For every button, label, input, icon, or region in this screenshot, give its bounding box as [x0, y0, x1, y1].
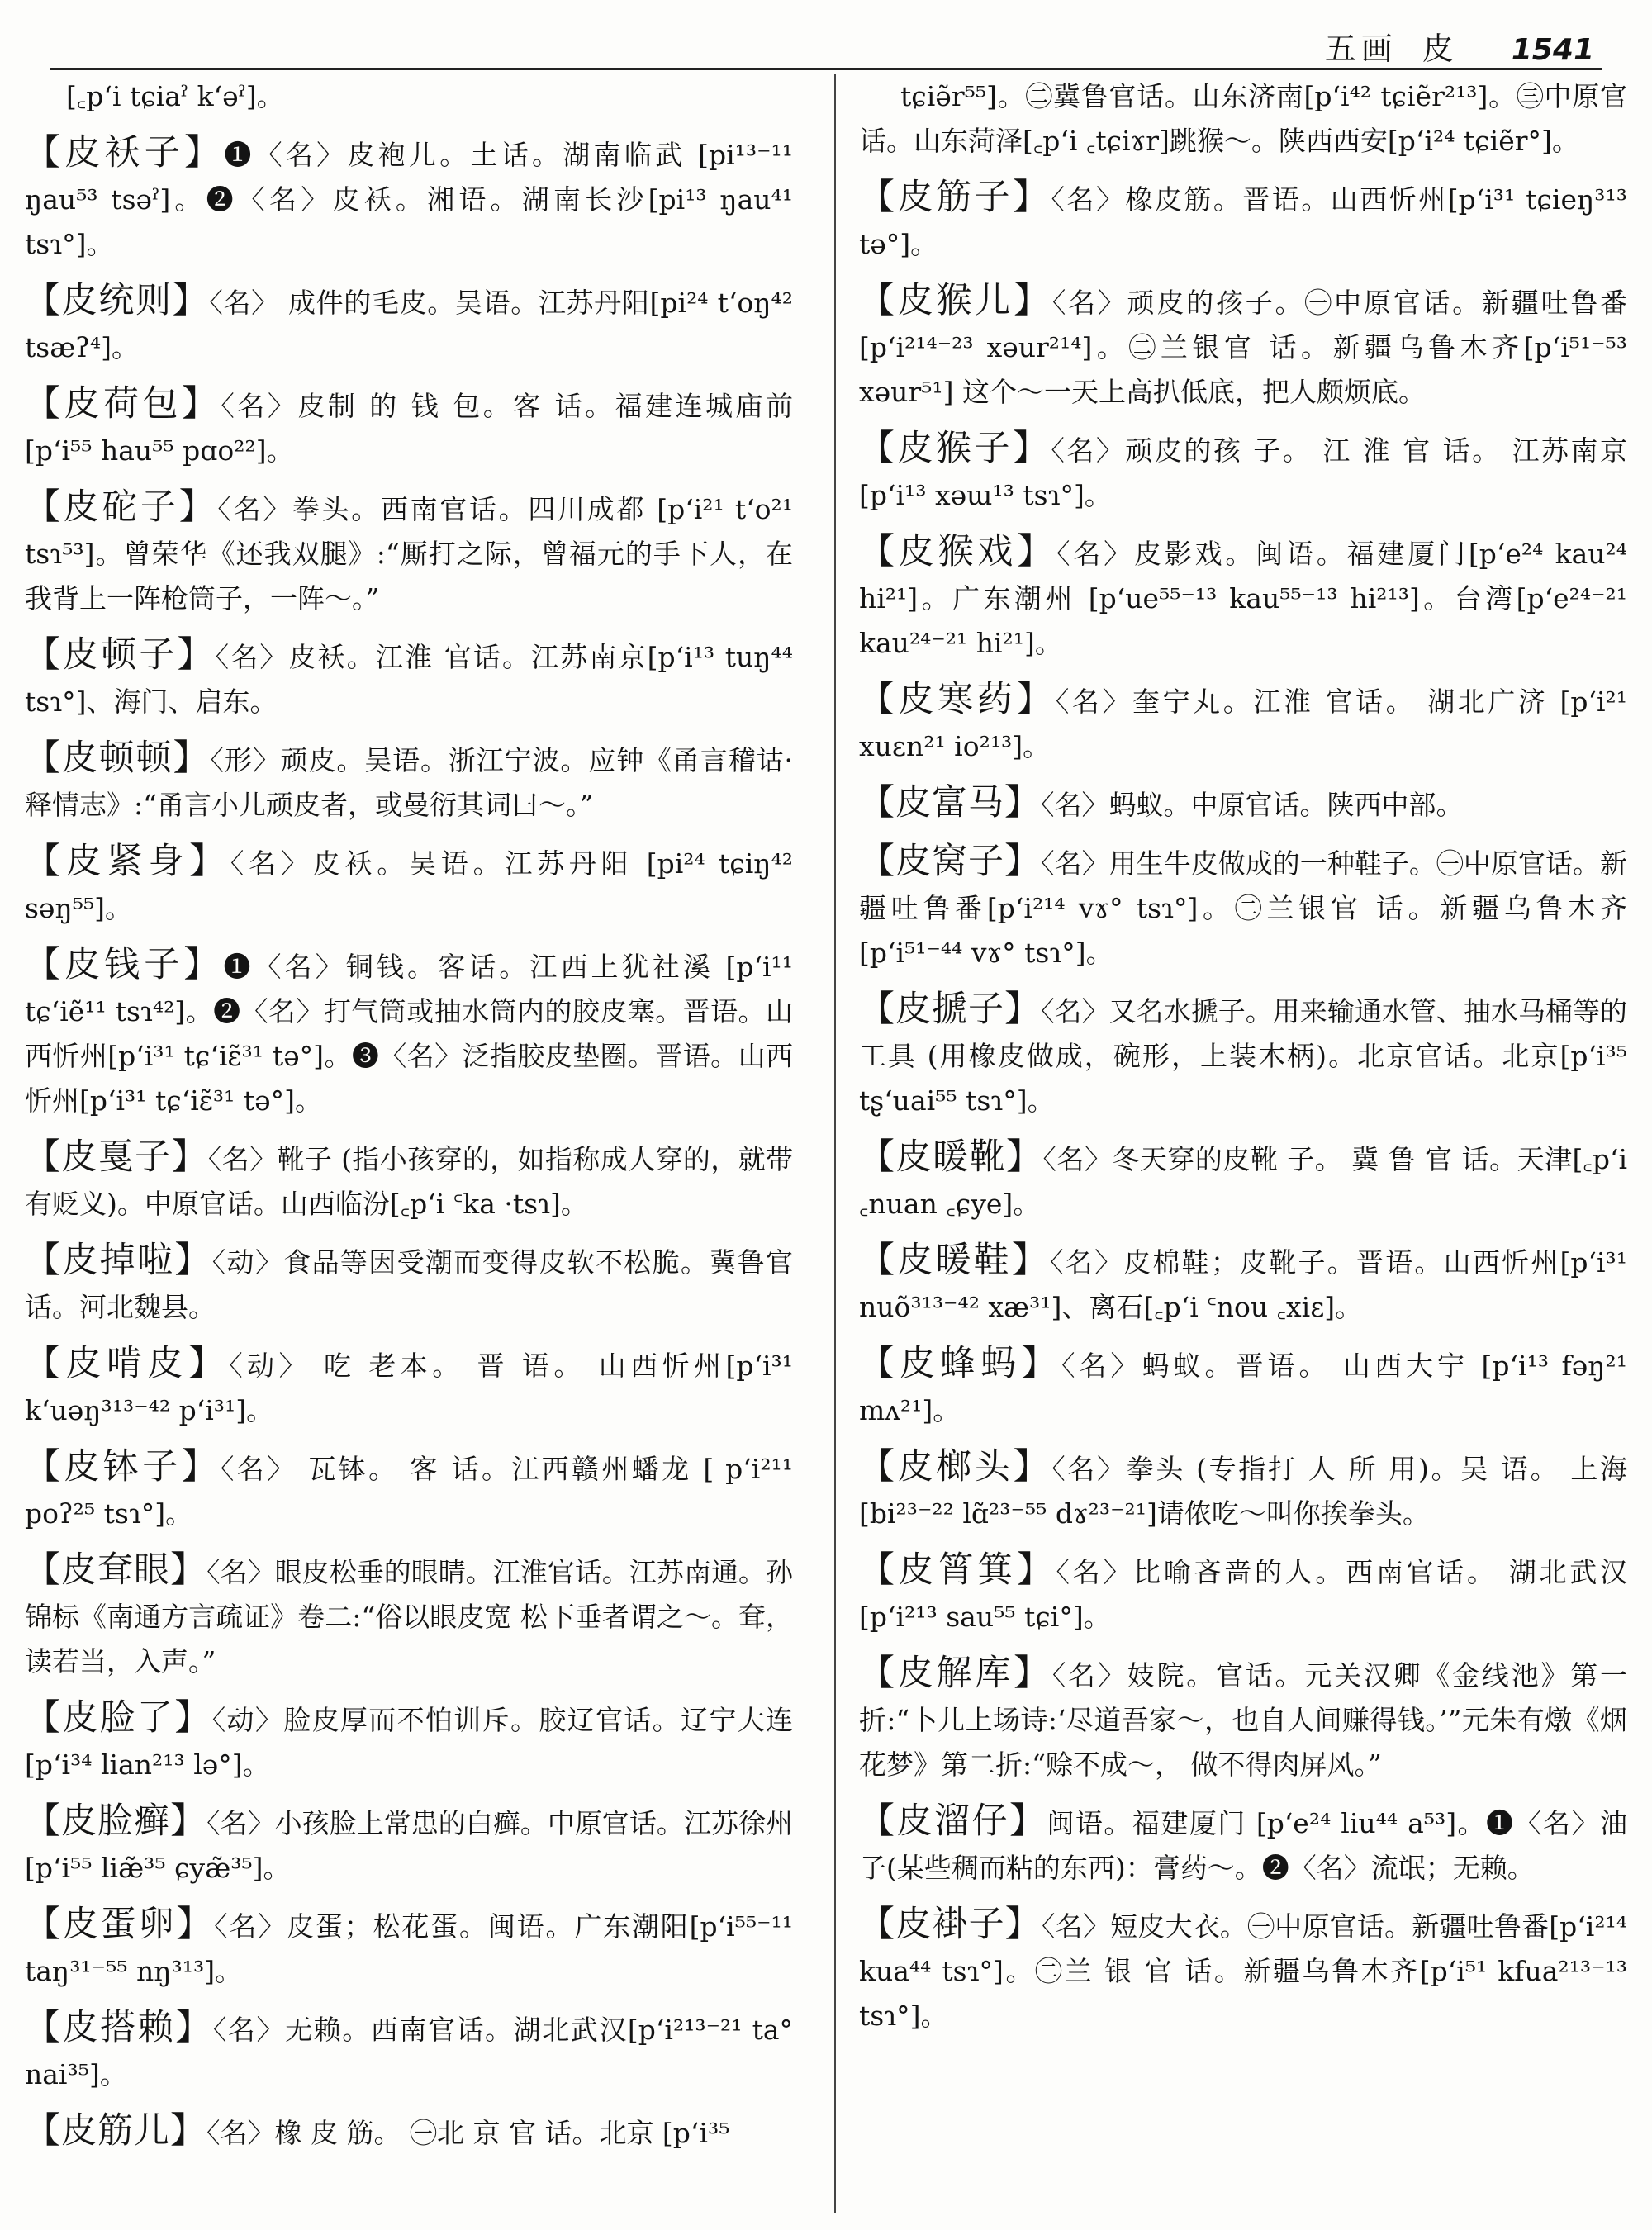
entry-definition: 闽语。福建厦门 [pʻe²⁴ liu⁴⁴ a⁵³]。❶〈名〉油子(某些稠而粘的东西)：膏药～。❷〈名〉流氓；无赖。 — [859, 1807, 1627, 1884]
dictionary-entry — [859, 1548, 1627, 1639]
entry-definition: ❶〈名〉铜钱。客话。江西上犹社溪 [pʻi¹¹ tɕʻiẽ¹¹ tsɿ⁴²]。❷〈名〉打气筒或抽水筒内的胶皮塞。晋语。山西忻州[pʻi³¹ tɕʻiɛ̃³¹ tə°]。❸〈名〉泛指胶皮垫圈。晋语。山西忻州[pʻi³¹ tɕʻiɛ̃³¹ tə°]。 — [25, 951, 794, 1117]
entry-headword: 【皮褂子】 — [859, 1904, 1042, 1945]
entry-headword: 【皮脸了】 — [25, 1697, 212, 1739]
left-column — [25, 74, 793, 2167]
entry-headword: 【皮紧身】 — [25, 841, 230, 882]
entry-definition: ❶〈名〉皮袍儿。土话。湖南临武 [pi¹³⁻¹¹ ŋau⁵³ tsəˀ]。❷〈名〉皮袄。湘语。湖南长沙[pi¹³ ŋau⁴¹ tsɿ°]。 — [25, 139, 793, 260]
entry-definition: 〈名〉皮蛋；松花蛋。闽语。广东潮阳[pʻi⁵⁵⁻¹¹ taŋ³¹⁻⁵⁵ nŋ³¹³]。 — [25, 1910, 793, 1987]
dictionary-entry — [859, 987, 1627, 1123]
dictionary-entry — [859, 1445, 1627, 1536]
entry-definition: 〈名〉 瓦钵。 客 话。江西赣州蟠龙 [ pʻi²¹¹ poʔ²⁵ tsɿ°]。 — [25, 1453, 794, 1530]
dictionary-entry — [25, 1135, 793, 1226]
entry-headword: 【皮搋子】 — [859, 989, 1042, 1030]
dictionary-entry — [859, 74, 1627, 164]
dictionary-entry — [25, 382, 793, 473]
entry-headword: 【皮筋子】 — [859, 177, 1051, 218]
headword-char: 皮 — [1422, 31, 1454, 67]
entry-definition: 〈名〉皮影戏。闽语。福建厦门[pʻe²⁴ kau²⁴ hi²¹]。广东潮州 [pʻue⁵⁵⁻¹³ kau⁵⁵⁻¹³ hi²¹³]。台湾[pʻe²⁴⁻²¹ kau²⁴⁻²¹ hi²¹]。 — [859, 538, 1628, 659]
entry-definition: 〈名〉蚂蚁。中原官话。陕西中部。 — [1041, 789, 1464, 821]
entry-headword: 【皮钱子】 — [25, 944, 224, 985]
column-divider — [834, 74, 836, 2213]
dictionary-entry — [25, 2005, 793, 2097]
dictionary-entry — [859, 278, 1627, 415]
dictionary-entry — [25, 1696, 793, 1787]
entry-definition: 〈动〉脸皮厚而不怕训斥。胶辽官话。辽宁大连[pʻi³⁴ lian²¹³ lə°]。 — [25, 1704, 794, 1781]
dictionary-entry — [25, 1341, 793, 1433]
entry-headword: 【皮猴戏】 — [859, 531, 1057, 572]
entry-headword: 【皮窝子】 — [859, 841, 1042, 882]
entry-definition: 〈名〉皮袄。吴语。江苏丹阳 [pi²⁴ tɕiŋ⁴² səŋ⁵⁵]。 — [25, 847, 793, 924]
dictionary-entry — [25, 485, 793, 621]
entry-definition: 〈名〉用生牛皮做成的一种鞋子。㊀中原官话。新疆吐鲁番[pʻi²¹⁴ vɤ° tsɿ°]。㊁兰银官 话。新疆乌鲁木齐[pʻi⁵¹⁻⁴⁴ vɤ° tsɿ°]。 — [859, 847, 1628, 969]
entry-definition: 〈名〉皮制 的 钱 包。客 话。福建连城庙前 [pʻi⁵⁵ hau⁵⁵ pɑo²²]。 — [25, 390, 794, 467]
entry-headword: 【皮暖鞋】 — [859, 1240, 1051, 1281]
entry-definition: 〈名〉比喻吝啬的人。西南官话。 湖北武汉[pʻi²¹³ sau⁵⁵ tɕi°]。 — [859, 1556, 1627, 1633]
entry-headword: 【皮溜仔】 — [859, 1801, 1047, 1842]
dictionary-entry — [859, 1238, 1627, 1330]
entry-headword: 【皮暖靴】 — [859, 1136, 1043, 1178]
entry-headword: 【皮搭赖】 — [25, 2007, 213, 2048]
entry-headword: 【皮顿子】 — [25, 634, 216, 676]
entry-definition: [꜀pʻi tɕiaˀ kʻəˀ]。 — [66, 80, 284, 112]
entry-headword: 【皮猴子】 — [859, 428, 1051, 469]
entry-definition: tɕiə̃r⁵⁵]。㊁冀鲁官话。山东济南[pʻi⁴² tɕiẽr²¹³]。㊂中原官话。山东菏泽[꜀pʻi ꜀tɕiɤr]跳猴～。陕西西安[pʻi²⁴ tɕiẽr°]。 — [859, 80, 1627, 157]
dictionary-entry — [859, 780, 1627, 828]
dictionary-entry — [25, 1445, 793, 1536]
dictionary-entry — [859, 1799, 1627, 1891]
entry-headword: 【皮蜂蚂】 — [859, 1343, 1062, 1384]
dictionary-entry — [25, 633, 793, 724]
header-rule — [50, 68, 1602, 70]
entry-definition: 〈名〉小孩脸上常患的白癣。中原官话。江苏徐州[pʻi⁵⁵ liæ̃³⁵ ɕyæ̃³⁵]。 — [25, 1807, 794, 1884]
entry-headword: 【皮蛋卵】 — [25, 1904, 215, 1945]
page-header — [1324, 23, 1594, 67]
entry-headword: 【皮顿顿】 — [25, 738, 211, 779]
entry-definition: 〈形〉顽皮。吴语。浙江宁波。应钟《甬言稽诂·释情志》:“甬言小儿顽皮者，或曼衍其词曰～。” — [25, 744, 794, 821]
entry-definition: 〈名〉冬天穿的皮靴 子。 冀 鲁 官 话。天津[꜀pʻi ꜀nuan ꜀ɕye]。 — [859, 1143, 1628, 1220]
page-number: 1541 — [1511, 33, 1594, 67]
entry-headword: 【皮砣子】 — [25, 486, 218, 528]
entry-definition: 〈名〉橡皮筋。晋语。山西忻州[pʻi³¹ tɕieŋ³¹³ tə°]。 — [859, 183, 1627, 260]
dictionary-entry — [25, 2109, 793, 2156]
entry-headword: 【皮筋儿】 — [25, 2110, 206, 2152]
dictionary-entry — [859, 1651, 1627, 1787]
entry-headword: 【皮富马】 — [859, 782, 1041, 823]
dictionary-entry — [859, 1135, 1627, 1226]
dictionary-entry — [25, 839, 793, 931]
entry-headword: 【皮脸癣】 — [25, 1801, 207, 1842]
dictionary-entry — [25, 736, 793, 828]
dictionary-entry — [859, 426, 1627, 518]
entry-definition: 〈名〉拳头。西南官话。四川成都 [pʻi²¹ tʻo²¹ tsɿ⁵³]。曾荣华《还我双腿》:“厮打之际，曾福元的手下人，在我背上一阵枪筒子，一阵～。” — [25, 493, 794, 614]
entry-headword: 【皮寒药】 — [859, 679, 1056, 720]
entry-definition: 〈名〉顽皮的孩 子。 江 淮 官 话。 江苏南京[pʻi¹³ xəɯ¹³ tsɿ°]。 — [859, 434, 1627, 511]
entry-headword: 【皮筲箕】 — [859, 1549, 1056, 1591]
entry-headword: 【皮解库】 — [859, 1653, 1052, 1694]
entry-definition: 〈名〉眼皮松垂的眼睛。江淮官话。江苏南通。孙锦标《南通方言疏证》卷二:“俗以眼皮宽 松下垂者谓之～。耷，读若当，入声。” — [25, 1556, 794, 1677]
dictionary-entry — [25, 1238, 793, 1330]
entry-definition: 〈名〉靴子 (指小孩穿的，如指称成人穿的，就带有贬义)。中原官话。山西临汾[꜀pʻi ꜂ka ·tsɿ]。 — [25, 1143, 793, 1220]
entry-definition: 〈动〉 吃 老本。 晋 语。 山西忻州[pʻi³¹ kʻuəŋ³¹³⁻⁴² pʻi³¹]。 — [25, 1350, 794, 1426]
entry-definition: 〈名〉无赖。西南官话。湖北武汉[pʻi²¹³⁻²¹ ta° nai³⁵]。 — [25, 2014, 793, 2090]
entry-headword: 【皮猴儿】 — [859, 280, 1052, 321]
entry-definition: 〈名〉顽皮的孩子。㊀中原官话。新疆吐鲁番[pʻi²¹⁴⁻²³ xəur²¹⁴]。㊁兰银官 话。新疆乌鲁木齐[pʻi⁵¹⁻⁵³ xəur⁵¹] 这个～一天上高扒低底，把人颇烦底。 — [859, 287, 1628, 408]
entry-definition: 〈名〉短皮大衣。㊀中原官话。新疆吐鲁番[pʻi²¹⁴ kua⁴⁴ tsɿ°]。㊁兰 银 官 话。新疆乌鲁木齐[pʻi⁵¹ kfua²¹³⁻¹³ tsɿ°]。 — [859, 1910, 1628, 2032]
entry-definition: 〈名〉又名水搋子。用来输通水管、抽水马桶等的工具 (用橡皮做成，碗形，上装木柄)。北京官话。北京[pʻi³⁵ tʂʻuai⁵⁵ tsɿ°]。 — [859, 995, 1628, 1117]
entry-headword: 【皮啃皮】 — [25, 1343, 230, 1384]
entry-headword: 【皮掉啦】 — [25, 1240, 212, 1281]
dictionary-entry — [25, 130, 793, 267]
entry-headword: 【皮袄子】 — [25, 132, 225, 173]
dictionary-entry — [25, 74, 793, 119]
section-label: 五画 — [1324, 31, 1398, 67]
entry-definition: 〈名〉奎宁丸。江淮 官话。 湖北广济 [pʻi²¹ xuɛn²¹ io²¹³]。 — [859, 686, 1627, 762]
entry-headword: 【皮耷眼】 — [25, 1549, 207, 1591]
dictionary-entry — [25, 1548, 793, 1684]
dictionary-entry — [25, 1902, 793, 1994]
dictionary-entry — [859, 677, 1627, 769]
dictionary-entry — [859, 1902, 1627, 2038]
entry-definition: 〈名〉皮棉鞋；皮靴子。晋语。山西忻州[pʻi³¹ nuõ³¹³⁻⁴² xæ³¹]、离石[꜀pʻi ꜂nou ꜀xiɛ]。 — [859, 1246, 1627, 1323]
entry-headword: 【皮统则】 — [25, 280, 210, 321]
entry-definition: 〈名〉蚂蚁。晋语。 山西大宁 [pʻi¹³ fəŋ²¹ mʌ²¹]。 — [859, 1350, 1627, 1426]
right-column — [859, 74, 1627, 2050]
dictionary-entry — [859, 1341, 1627, 1433]
dictionary-entry — [859, 529, 1627, 666]
entry-headword: 【皮榔头】 — [859, 1446, 1052, 1487]
entry-headword: 【皮戛子】 — [25, 1136, 208, 1178]
entry-definition: 〈名〉皮袄。江淮 官话。江苏南京[pʻi¹³ tuŋ⁴⁴ tsɿ°]、海门、启东。 — [25, 641, 793, 718]
entry-headword: 【皮荷包】 — [25, 383, 221, 425]
dictionary-entry — [25, 942, 793, 1123]
dictionary-entry — [25, 1799, 793, 1891]
entry-definition: 〈名〉 成件的毛皮。吴语。江苏丹阳[pi²⁴ tʻoŋ⁴² tsæʔ⁴]。 — [25, 287, 794, 363]
dictionary-entry — [859, 175, 1627, 267]
entry-definition: 〈动〉食品等因受潮而变得皮软不松脆。冀鲁官话。河北魏县。 — [25, 1246, 794, 1323]
dictionary-entry — [25, 278, 793, 370]
dictionary-entry — [859, 839, 1627, 975]
entry-headword: 【皮钵子】 — [25, 1446, 221, 1487]
entry-definition: 〈名〉拳头 (专指打 人 所 用)。吴 语。 上海[bi²³⁻²² lɑ̃²³⁻⁵⁵ dɤ²³⁻²¹]请侬吃～叫你挨拳头。 — [859, 1453, 1628, 1530]
entry-definition: 〈名〉橡 皮 筋。 ㊀北 京 官 话。北京 [pʻi³⁵ — [206, 2117, 730, 2149]
entry-definition: 〈名〉妓院。官话。元关汉卿《金线池》第一折:“卜儿上场诗:‘尽道吾家～，也自人间赚得钱。’”元朱有燉《烟花梦》第二折:“赊不成～， 做不得肉屏风。” — [859, 1659, 1628, 1781]
